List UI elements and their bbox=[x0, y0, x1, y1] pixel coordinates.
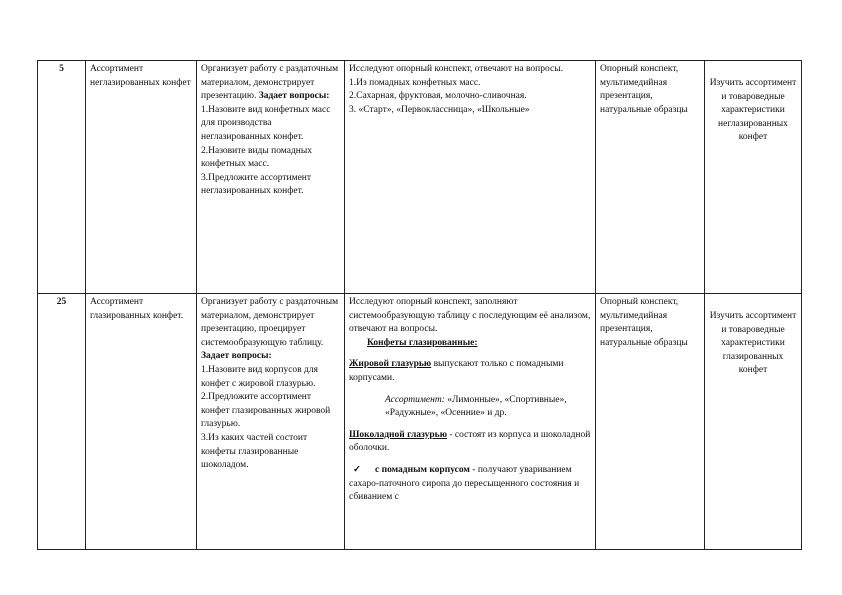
teaching-means-cell bbox=[596, 61, 705, 294]
question-2: 2.Предложите ассортимент конфет глазированных жировой глазурью. bbox=[201, 392, 331, 430]
answer-1: 1.Из помадных конфетных масс. bbox=[349, 77, 481, 88]
topic-cell bbox=[86, 294, 197, 550]
fat-glaze-term: Жировой глазурью bbox=[349, 359, 432, 370]
student-activity-cell bbox=[345, 61, 596, 294]
teaching-means-cell bbox=[596, 294, 705, 550]
student-intro: Исследуют опорный конспект, отвечают на вопросы. bbox=[349, 64, 563, 74]
fat-glaze-text: выпускают только с помадными корпусами. bbox=[349, 359, 564, 383]
student-intro: Исследуют опорный конспект, заполняют системообразующую таблицу с последующим её анализом, отвечают на вопросы. bbox=[349, 297, 591, 335]
homework-text: Изучить ассортимент и товароведные характеристики неглазированных конфет bbox=[709, 78, 797, 143]
assortment-items: «Лимонные», «Спортивные», «Радужные», «Осенние» и др. bbox=[385, 394, 567, 419]
question-1: 1.Назовите вид корпусов для конфет с жировой глазурью. bbox=[201, 364, 318, 389]
table-row bbox=[38, 61, 802, 294]
questions-label: Задает вопросы: bbox=[201, 351, 272, 362]
homework-text: Изучить ассортимент и товароведные характеристики глазированных конфет bbox=[709, 311, 797, 376]
table-row bbox=[38, 294, 802, 550]
topic-text: Ассортимент глазированных конфет. bbox=[90, 297, 184, 321]
answer-2: 2.Сахарная, фруктовая, молочно-сливочная. bbox=[349, 91, 527, 102]
teacher-activity-cell bbox=[197, 61, 345, 294]
homework-cell bbox=[705, 61, 802, 294]
fondant-body-term: с помадным корпусом bbox=[375, 464, 470, 475]
student-activity-cell bbox=[345, 294, 596, 550]
teaching-means: Опорный конспект, мультимедийная презентация, натуральные образцы bbox=[600, 297, 688, 348]
chocolate-glaze-term: Шоколадной глазурью bbox=[349, 429, 447, 440]
teaching-means: Опорный конспект, мультимедийная презентация, натуральные образцы bbox=[600, 64, 688, 115]
lesson-plan-table bbox=[37, 60, 802, 550]
row-number: 5 bbox=[38, 61, 86, 294]
glazed-heading: Конфеты глазированные: bbox=[367, 337, 478, 348]
teacher-intro: Организует работу с раздаточным материалом, демонстрирует презентацию. bbox=[201, 64, 339, 102]
answer-3: 3. «Старт», «Первоклассница», «Школьные» bbox=[349, 104, 530, 115]
questions-label: Задает вопросы: bbox=[258, 91, 330, 102]
teacher-intro: Организует работу с раздаточным материалом, демонстрирует презентацию, проецирует системообразующую таблицу. bbox=[201, 297, 339, 348]
checkmark-icon: ✓ bbox=[353, 464, 361, 475]
fondant-body-text: - получают увариванием сахаро-паточного сиропа до пересыщенного состояния и сбиванием с bbox=[349, 464, 580, 503]
question-2: 2.Назовите виды помадных конфетных масс. bbox=[201, 145, 312, 170]
question-3: 3.Предложите ассортимент неглазированных конфет. bbox=[201, 172, 312, 197]
homework-cell bbox=[705, 294, 802, 550]
question-3: 3.Из каких частей состоит конфеты глазированные шоколадом. bbox=[201, 432, 308, 471]
assortment-label: Ассортимент: bbox=[385, 394, 445, 405]
chocolate-glaze-text: - состоят из корпуса и шоколадной оболочки. bbox=[349, 429, 591, 454]
teacher-activity-cell bbox=[197, 294, 345, 550]
topic-text: Ассортимент неглазированных конфет bbox=[90, 64, 191, 88]
row-number: 25 bbox=[38, 294, 86, 550]
topic-cell bbox=[86, 61, 197, 294]
question-1: 1.Назовите вид конфетных масс для производства неглазированных конфет. bbox=[201, 104, 331, 142]
